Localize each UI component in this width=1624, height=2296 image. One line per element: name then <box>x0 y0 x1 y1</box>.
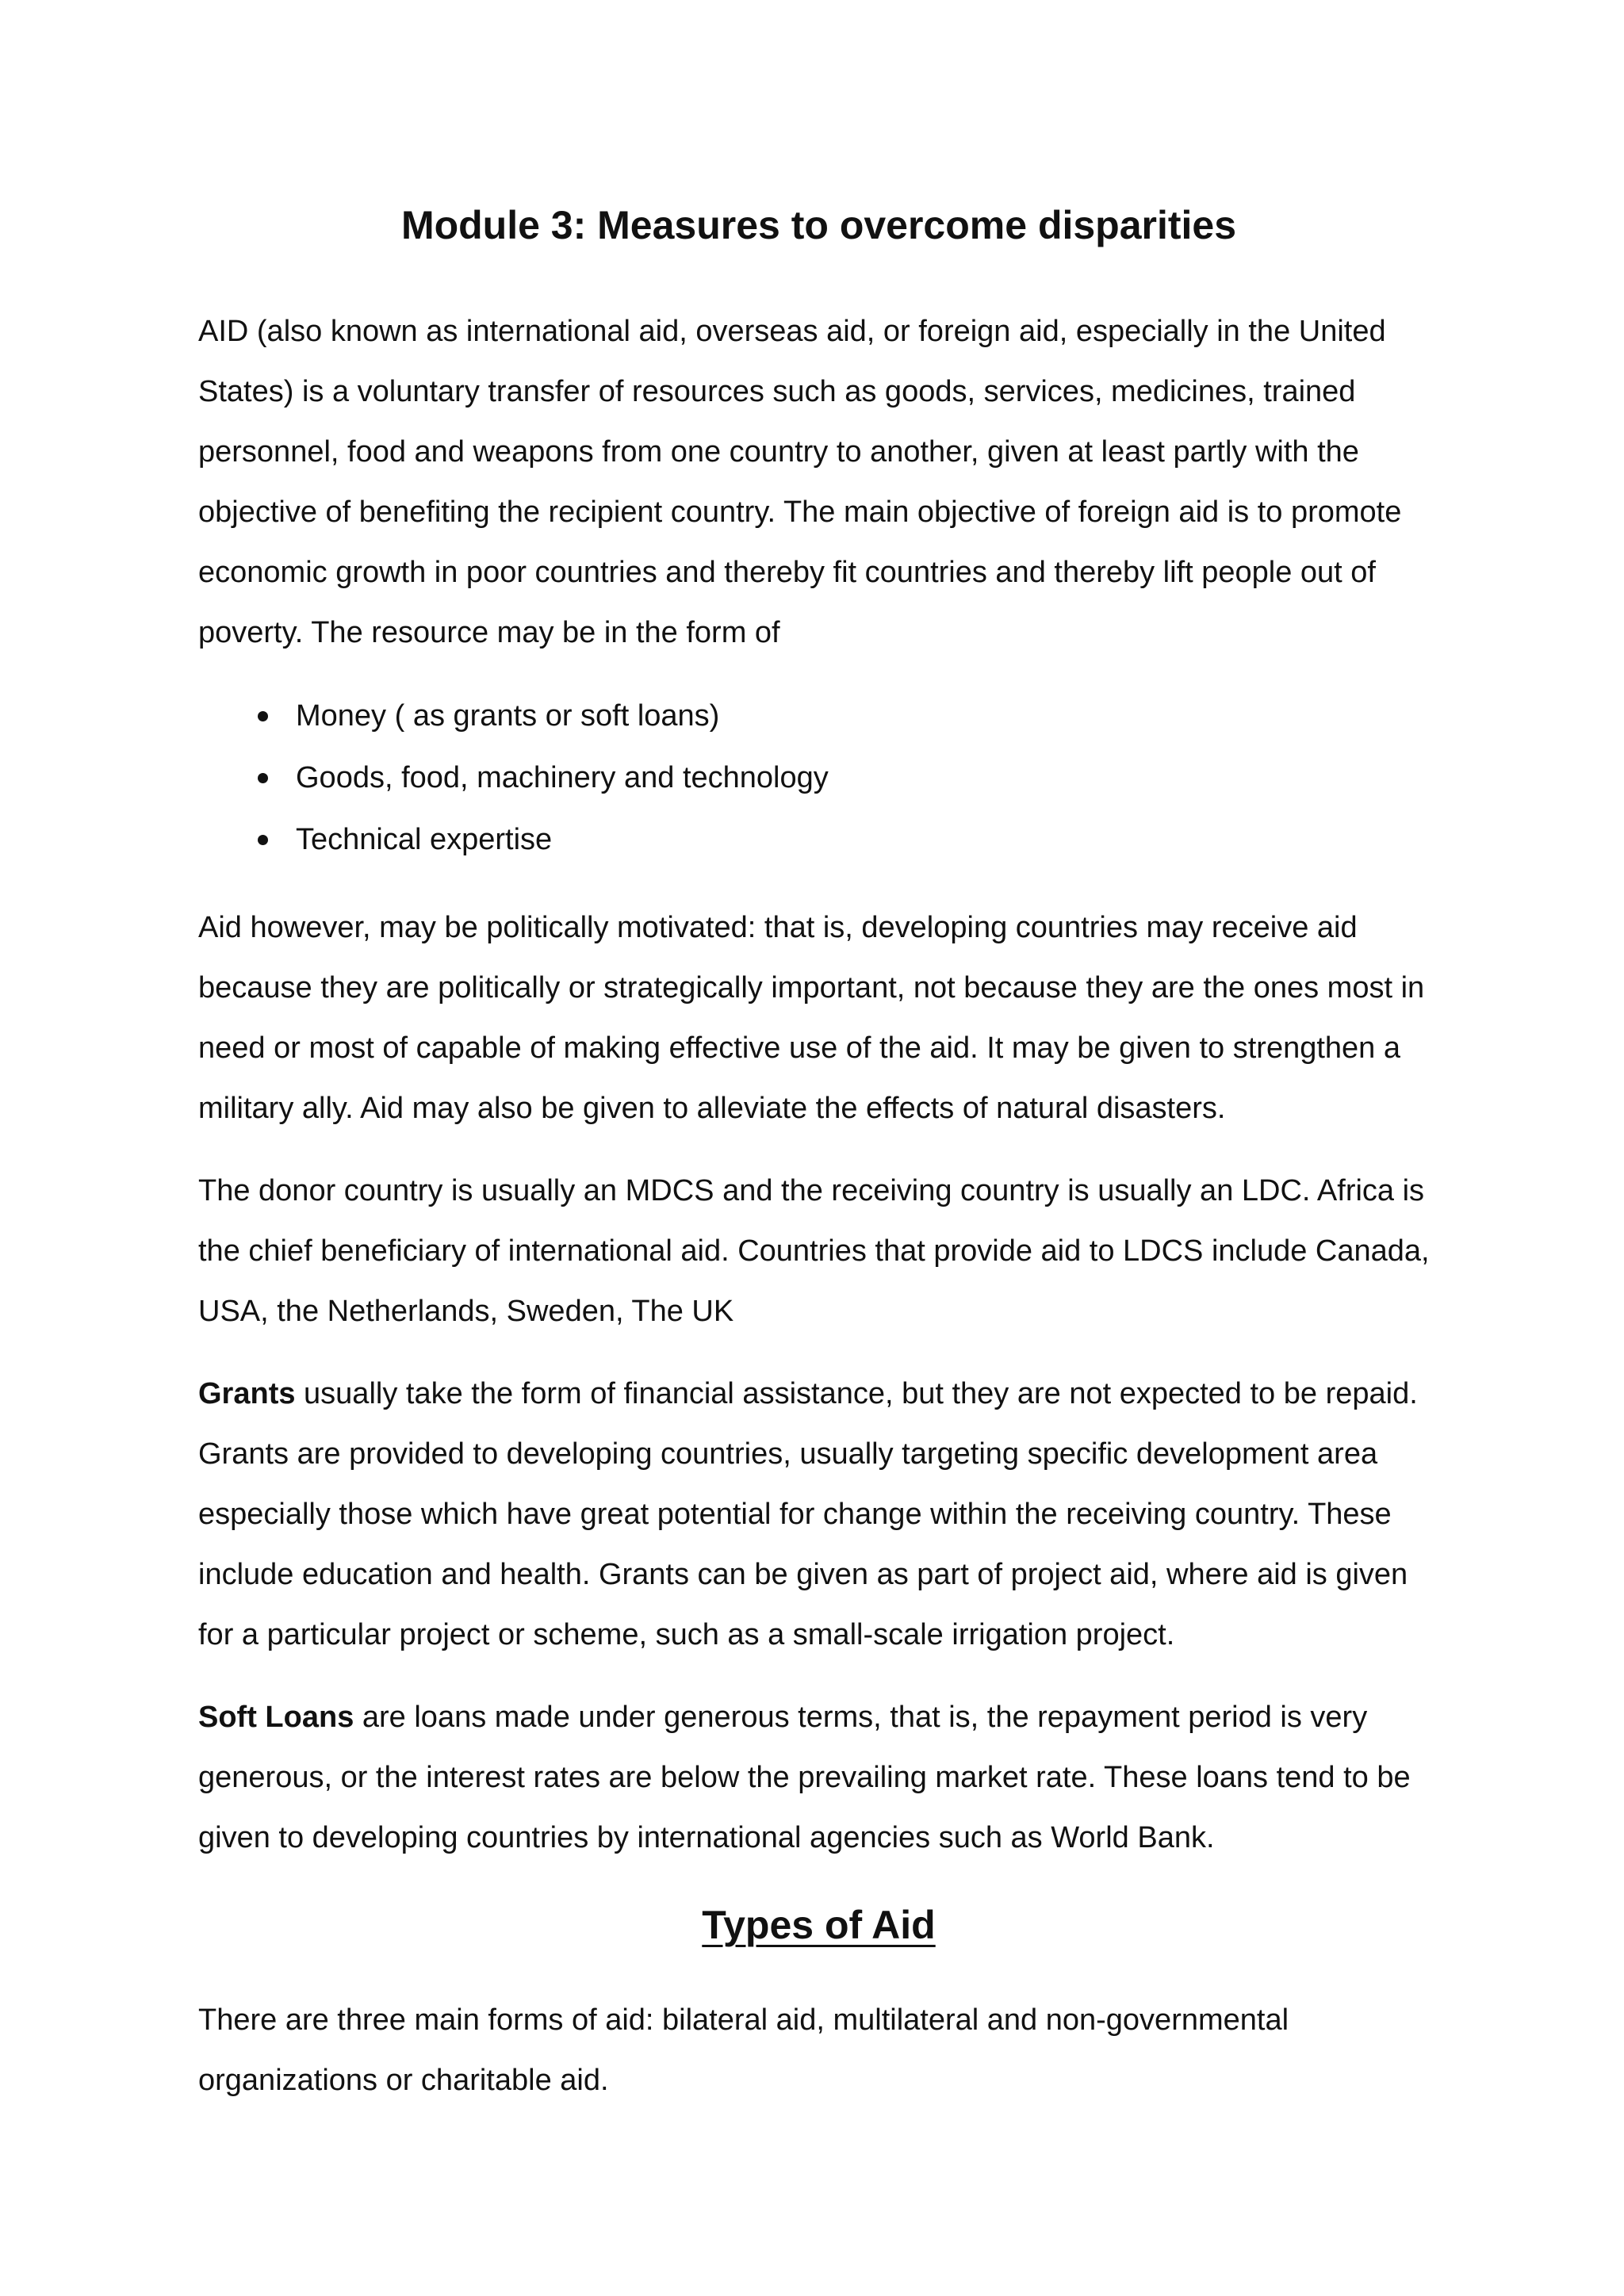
political-motivation-paragraph: Aid however, may be politically motivated: that is, developing countries may receive aid because they are politically or strategically important, not because they are the ones most in need or most of capable of making effective use of the aid. It may be given to strengthen a military ally. Aid may also be given to alleviate the effects of natural disasters. <box>198 911 1425 1125</box>
bullet-icon <box>258 711 268 721</box>
grants-term: Grants <box>198 1377 296 1410</box>
list-item-text: Money ( as grants or soft loans) <box>296 699 720 733</box>
bullet-icon <box>258 773 268 783</box>
document-body <box>198 197 1439 2133</box>
list-item-text: Goods, food, machinery and technology <box>296 761 829 794</box>
list-item <box>296 809 1439 871</box>
list-item <box>296 685 1439 747</box>
soft-loans-term: Soft Loans <box>198 1701 354 1734</box>
soft-loans-definition: are loans made under generous terms, that is, the repayment period is very generous, or the interest rates are below the prevailing market rate. These loans tend to be given to developing countries by international agencies such as World Bank. <box>198 1701 1411 1854</box>
donor-countries-paragraph: The donor country is usually an MDCS and the receiving country is usually an LDC. Africa is the chief beneficiary of international aid. Countries that provide aid to LDCS include Canada, USA, the Netherlands, Sweden, The UK <box>198 1174 1430 1328</box>
document-title: Module 3: Measures to overcome disparities <box>400 203 1237 247</box>
soft-loans-paragraph <box>198 1687 1439 1868</box>
grants-definition: usually take the form of financial assistance, but they are not expected to be repaid. Grants are provided to developing countries, usually targeting specific development area especially those which have great potential for change within the receiving country. These include education and health. Grants can be given as part of project aid, where aid is given for a particular project or scheme, such as a small-scale irrigation project. <box>198 1377 1418 1651</box>
resource-forms-list <box>198 685 1439 871</box>
list-item <box>296 747 1439 809</box>
bullet-icon <box>258 835 268 845</box>
intro-paragraph: AID (also known as international aid, overseas aid, or foreign aid, especially in the United States) is a voluntary transfer of resources such as goods, services, medicines, trained personnel, food and weapons from one country to another, given at least partly with the objective of benefiting the recipient country. The main objective of foreign aid is to promote economic growth in poor countries and thereby fit countries and thereby lift people out of poverty. The resource may be in the form of <box>198 315 1402 649</box>
types-of-aid-heading: Types of Aid <box>702 1903 936 1947</box>
list-item-text: Technical expertise <box>296 823 553 856</box>
grants-paragraph <box>198 1364 1439 1665</box>
types-of-aid-paragraph: There are three main forms of aid: bilateral aid, multilateral and non-governmental organizations or charitable aid. <box>198 2003 1289 2097</box>
